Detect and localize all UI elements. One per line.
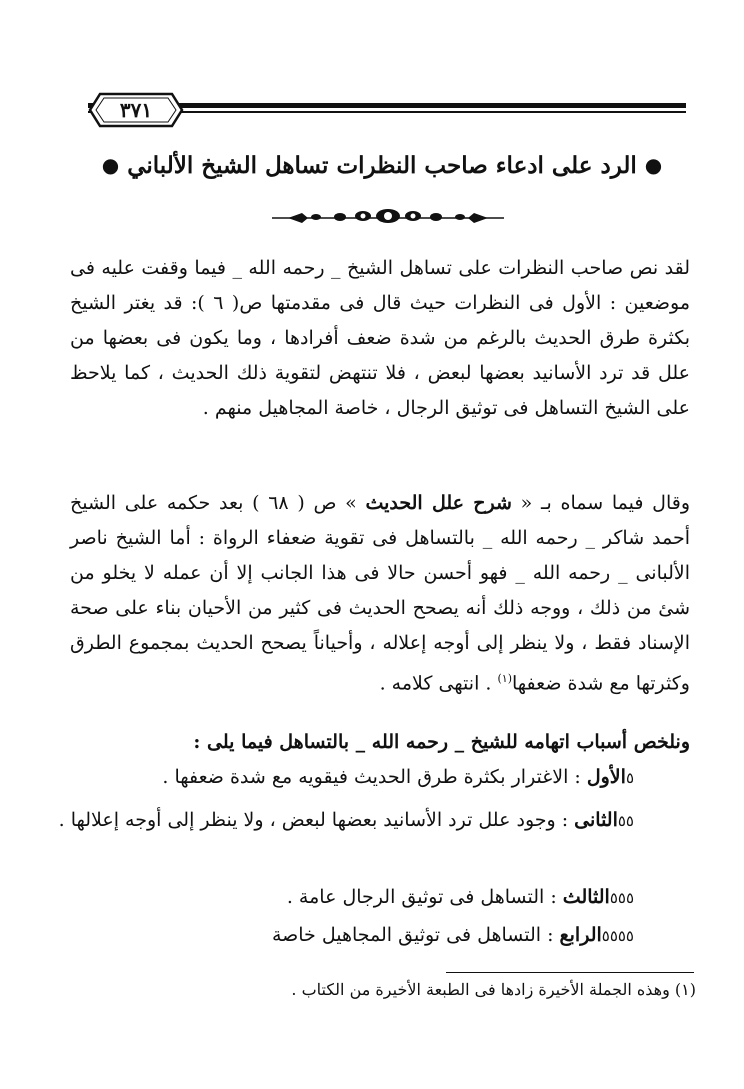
paragraph-second-body: » ص ( ٦٨ ) بعد حكمه على الشيخ أحمد شاكر _ رحمه الله _ بالتساهل فى تقوية ضعفاء الرواة : أما الشيخ ناصر الألبانى _ رحمه الله _ فهو أحسن حالا فى هذا الجانب إلا أن عمله لا يخلو من شئ من ذلك ، ووجه ذلك أنه يصحح الحديث فى كثير من الأحيان بناء على صحة الإسناد فقط ، ولا ينظر إلى أوجه إعلاله ، وأحياناً يصحح الحديث بمجموع الطرق وكثرتها مع شدة ضعفها bbox=[70, 492, 690, 695]
floral-ornament-icon bbox=[268, 204, 508, 230]
footnote-rule bbox=[446, 972, 694, 973]
footnote-reference[interactable]: (١) bbox=[497, 672, 512, 685]
reason-term: الأول bbox=[586, 766, 626, 788]
heading-bullet-right: ● bbox=[644, 153, 663, 177]
book-title: شرح علل الحديث bbox=[365, 492, 512, 514]
reason-text: : وجود علل ترد الأسانيد بعضها لبعض ، ولا ينظر إلى أوجه إعلالها . bbox=[58, 809, 575, 831]
page-number: ٣٧١ bbox=[119, 98, 153, 122]
reason-item-first bbox=[34, 760, 634, 796]
reason-text: : الاغترار بكثرة طرق الحديث فيقويه مع شدة ضعفها . bbox=[162, 766, 587, 788]
paragraph-second-intro: وقال فيما سماه بـ « bbox=[511, 492, 690, 514]
paragraph-second bbox=[70, 486, 690, 701]
paragraph-second-end: . انتهى كلامه . bbox=[379, 672, 498, 695]
heading-title: الرد على ادعاء صاحب النظرات تساهل الشيخ الألباني bbox=[127, 152, 637, 179]
reason-term: الرابع bbox=[559, 924, 602, 946]
reason-item-third bbox=[34, 880, 634, 916]
footnote: (١) وهذه الجملة الأخيرة زادها فى الطبعة الأخيرة من الكتاب . bbox=[291, 980, 696, 999]
reason-item-fourth bbox=[34, 918, 634, 954]
page-number-cartouche bbox=[88, 90, 184, 130]
reason-term: الثالث bbox=[562, 886, 610, 908]
section-heading bbox=[100, 152, 664, 188]
summary-line: ونلخص أسباب اتهامه للشيخ _ رحمه الله _ بالتساهل فيما يلى : bbox=[193, 731, 690, 753]
list-marker: ٥٥ bbox=[617, 812, 634, 830]
reason-term: الثانى bbox=[574, 809, 618, 831]
list-marker: ٥٥٥٥ bbox=[601, 927, 634, 945]
reason-text: : التساهل فى توثيق الرجال عامة . bbox=[286, 886, 563, 908]
reason-text: : التساهل فى توثيق المجاهيل خاصة bbox=[271, 924, 560, 946]
list-marker: ٥٥٥ bbox=[609, 889, 634, 907]
list-marker: ٥ bbox=[625, 769, 634, 787]
reason-item-second bbox=[54, 803, 634, 839]
paragraph-first: لقد نص صاحب النظرات على تساهل الشيخ _ رحمه الله _ فيما وقفت عليه فى موضعين : الأول فى النظرات حيث قال فى مقدمتها ص( ٦ ): قد يغتر الشيخ بكثرة طرق الحديث بالرغم من شدة ضعف أفرادها ، وما يكون فى بعضها من علل قد ترد الأسانيد بعضها لبعض ، فلا تنتهض لتقوية ذلك الحديث ، كما يلاحظ على الشيخ التساهل فى توثيق الرجال ، خاصة المجاهيل منهم . bbox=[70, 257, 691, 419]
heading-bullet-left: ● bbox=[101, 153, 120, 177]
